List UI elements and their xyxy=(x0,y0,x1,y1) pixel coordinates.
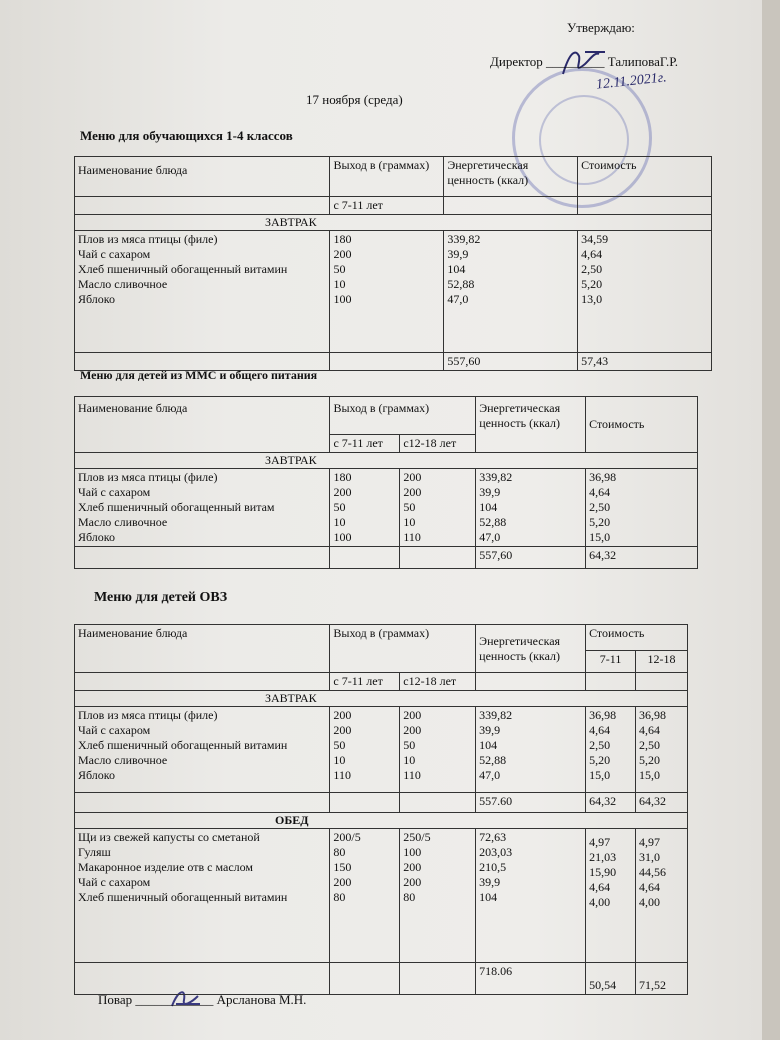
menu1-title: Меню для обучающихся 1-4 классов xyxy=(80,128,293,143)
total-cost: 57,43 xyxy=(578,353,712,371)
weight-list-1-lunch: 200/5 80 150 200 80 xyxy=(330,829,400,963)
age-subheader: с 7-11 лет xyxy=(330,197,444,215)
menu2-title: Меню для детей из ММС и общего питания xyxy=(80,368,318,382)
col-energy-header: Энергетическая ценность (ккал) xyxy=(476,625,586,673)
weight-list-2: 200 200 50 10 110 xyxy=(400,707,476,793)
total-cost1-breakfast: 64,32 xyxy=(586,793,636,813)
menu1-table xyxy=(74,156,712,371)
cost-list-1: 36,98 4,64 2,50 5,20 15,0 xyxy=(586,707,636,793)
age-subheader-1: с 7-11 лет xyxy=(330,435,400,453)
weight-list-2-lunch: 250/5 100 200 200 80 xyxy=(400,829,476,963)
total-cost2-lunch: 71,52 xyxy=(636,963,688,995)
cost-list: 36,98 4,64 2,50 5,20 15,0 xyxy=(586,469,698,547)
weight-list-1: 200 200 50 10 110 xyxy=(330,707,400,793)
total-cost2-breakfast: 64,32 xyxy=(636,793,688,813)
dish-list: Плов из мяса птицы (филе) Чай с сахаром Хлеб пшеничный обогащенный витамин Масло сливочное Яблоко xyxy=(75,231,330,353)
cost-list: 34,59 4,64 2,50 5,20 13,0 xyxy=(578,231,712,353)
menu2-table xyxy=(74,396,698,569)
cost-list-2: 36,98 4,64 2,50 5,20 15,0 xyxy=(636,707,688,793)
energy-list-lunch: 72,63 203,03 210,5 39,9 104 xyxy=(476,829,586,963)
cost-list-1-lunch: 4,97 21,03 15,90 4,64 4,00 xyxy=(586,829,636,963)
dish-list-lunch: Щи из свежей капусты со сметаной Гуляш Макаронное изделие отв с маслом Чай с сахаром Хлеб пшеничный обогащенный витамин xyxy=(75,829,330,963)
meal-label: ЗАВТРАК xyxy=(75,453,698,469)
age-subheader-1: с 7-11 лет xyxy=(330,673,400,691)
energy-list: 339,82 39,9 104 52,88 47,0 xyxy=(476,707,586,793)
weight-list-1: 180 200 50 10 100 xyxy=(330,469,400,547)
cost-list-2-lunch: 4,97 31,0 44,56 4,64 4,00 xyxy=(636,829,688,963)
menu3-table xyxy=(74,624,688,995)
energy-list: 339,82 39,9 104 52,88 47,0 xyxy=(444,231,578,353)
cook-signature-line: Повар ____________ Арсланова М.Н. xyxy=(98,992,307,1007)
col-energy-header: Энергетическая ценность (ккал) xyxy=(476,397,586,453)
age-subheader-2: с12-18 лет xyxy=(400,435,476,453)
meal-label-breakfast: ЗАВТРАК xyxy=(75,691,688,707)
col-weight-header: Выход в (граммах) xyxy=(330,397,476,435)
meal-label: ЗАВТРАК xyxy=(75,215,712,231)
sign-date: 12.11.2021г. xyxy=(595,70,668,93)
col-name-header: Наименование блюда xyxy=(75,157,330,197)
cost-age-2: 12-18 xyxy=(636,651,688,673)
col-name-header: Наименование блюда xyxy=(75,625,330,673)
approve-label: Утверждаю: xyxy=(567,20,635,35)
weight-list: 180 200 50 10 100 xyxy=(330,231,444,353)
cost-age-1: 7-11 xyxy=(586,651,636,673)
director-label: Директор _________ ТалиповаГ.Р. xyxy=(490,54,679,69)
date-line: 17 ноября (среда) xyxy=(306,92,403,107)
total-energy-breakfast: 557.60 xyxy=(476,793,586,813)
weight-list-2: 200 200 50 10 110 xyxy=(400,469,476,547)
dish-list: Плов из мяса птицы (филе) Чай с сахаром Хлеб пшеничный обогащенный витам Масло сливочное Яблоко xyxy=(75,469,330,547)
col-cost-header: Стоимость xyxy=(578,157,712,197)
total-cost: 64,32 xyxy=(586,547,698,569)
age-subheader-2: с12-18 лет xyxy=(400,673,476,691)
menu3-title: Меню для детей ОВЗ xyxy=(94,590,228,605)
col-name-header: Наименование блюда xyxy=(75,397,330,453)
col-cost-header: Стоимость xyxy=(586,397,698,453)
meal-label-lunch: ОБЕД xyxy=(75,813,688,829)
col-weight-header: Выход в (граммах) xyxy=(330,157,444,197)
total-energy: 557,60 xyxy=(476,547,586,569)
page-edge xyxy=(762,0,780,1040)
energy-list: 339,82 39,9 104 52,88 47,0 xyxy=(476,469,586,547)
total-energy: 557,60 xyxy=(444,353,578,371)
total-energy-lunch: 718.06 xyxy=(476,963,586,995)
dish-list: Плов из мяса птицы (филе) Чай с сахаром Хлеб пшеничный обогащенный витамин Масло сливочное Яблоко xyxy=(75,707,330,793)
total-cost1-lunch: 50,54 xyxy=(586,963,636,995)
col-cost-header: Стоимость xyxy=(586,625,688,651)
col-energy-header: Энергетическая ценность (ккал) xyxy=(444,157,578,197)
col-weight-header: Выход в (граммах) xyxy=(330,625,476,673)
